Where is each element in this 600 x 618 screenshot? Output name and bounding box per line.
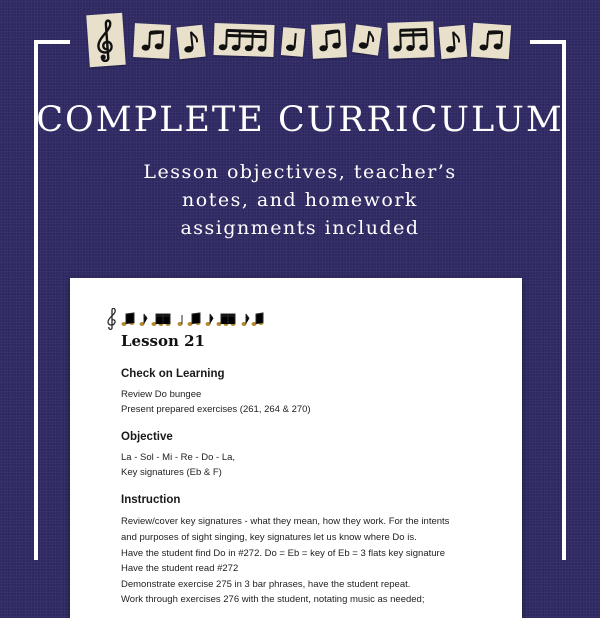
instruction-line: Work through exercises 276 with the student, notating music as needed; [121, 594, 425, 605]
beamed-eighth-notes-icon [471, 23, 511, 60]
eighth-note-icon [352, 24, 382, 55]
objective-line: La - Sol - Mi - Re - Do - La, [121, 452, 236, 463]
frame-top-right-segment [530, 40, 566, 44]
instruction-line: Review/cover key signatures - what they mean, how they work. For the intents [121, 516, 450, 527]
eighth-note-icon [176, 25, 205, 60]
instruction-line: Have the student read #272 [121, 563, 239, 574]
instruction-line: and purposes of sight singing, key signatures let us know where Do is. [121, 532, 417, 543]
beamed-sixteenth-notes-icon [387, 21, 434, 59]
beamed-sixteenth-notes-icon [213, 23, 274, 57]
instruction-heading: Instruction [121, 494, 181, 506]
objective-line: Key signatures (Eb & F) [121, 467, 222, 478]
page-title: COMPLETE CURRICULUM [36, 100, 564, 140]
treble-clef-icon [86, 13, 126, 67]
eighth-note-icon [439, 25, 468, 59]
instruction-line: Demonstrate exercise 275 in 3 bar phrases, have the student repeat. [121, 579, 411, 590]
instruction-line: Have the student find Do in #272. Do = Eb = key of Eb = 3 flats key signature [121, 548, 445, 559]
quarter-note-icon [281, 27, 305, 57]
frame-top-left-segment [34, 40, 70, 44]
check-on-learning-heading: Check on Learning [121, 368, 225, 380]
beamed-eighth-notes-icon [133, 23, 171, 59]
check-line: Review Do bungee [121, 389, 202, 400]
music-notes-row-icon [106, 308, 266, 330]
beamed-eighth-notes-icon [311, 23, 347, 59]
music-sticker-row [86, 14, 516, 66]
lesson-document-preview [70, 278, 522, 618]
check-line: Present prepared exercises (261, 264 & 270) [121, 404, 311, 415]
page-subtitle: Lesson objectives, teacher’s notes, and homework assignments included [143, 161, 457, 239]
objective-heading: Objective [121, 431, 173, 443]
lesson-title: Lesson 21 [121, 332, 205, 350]
